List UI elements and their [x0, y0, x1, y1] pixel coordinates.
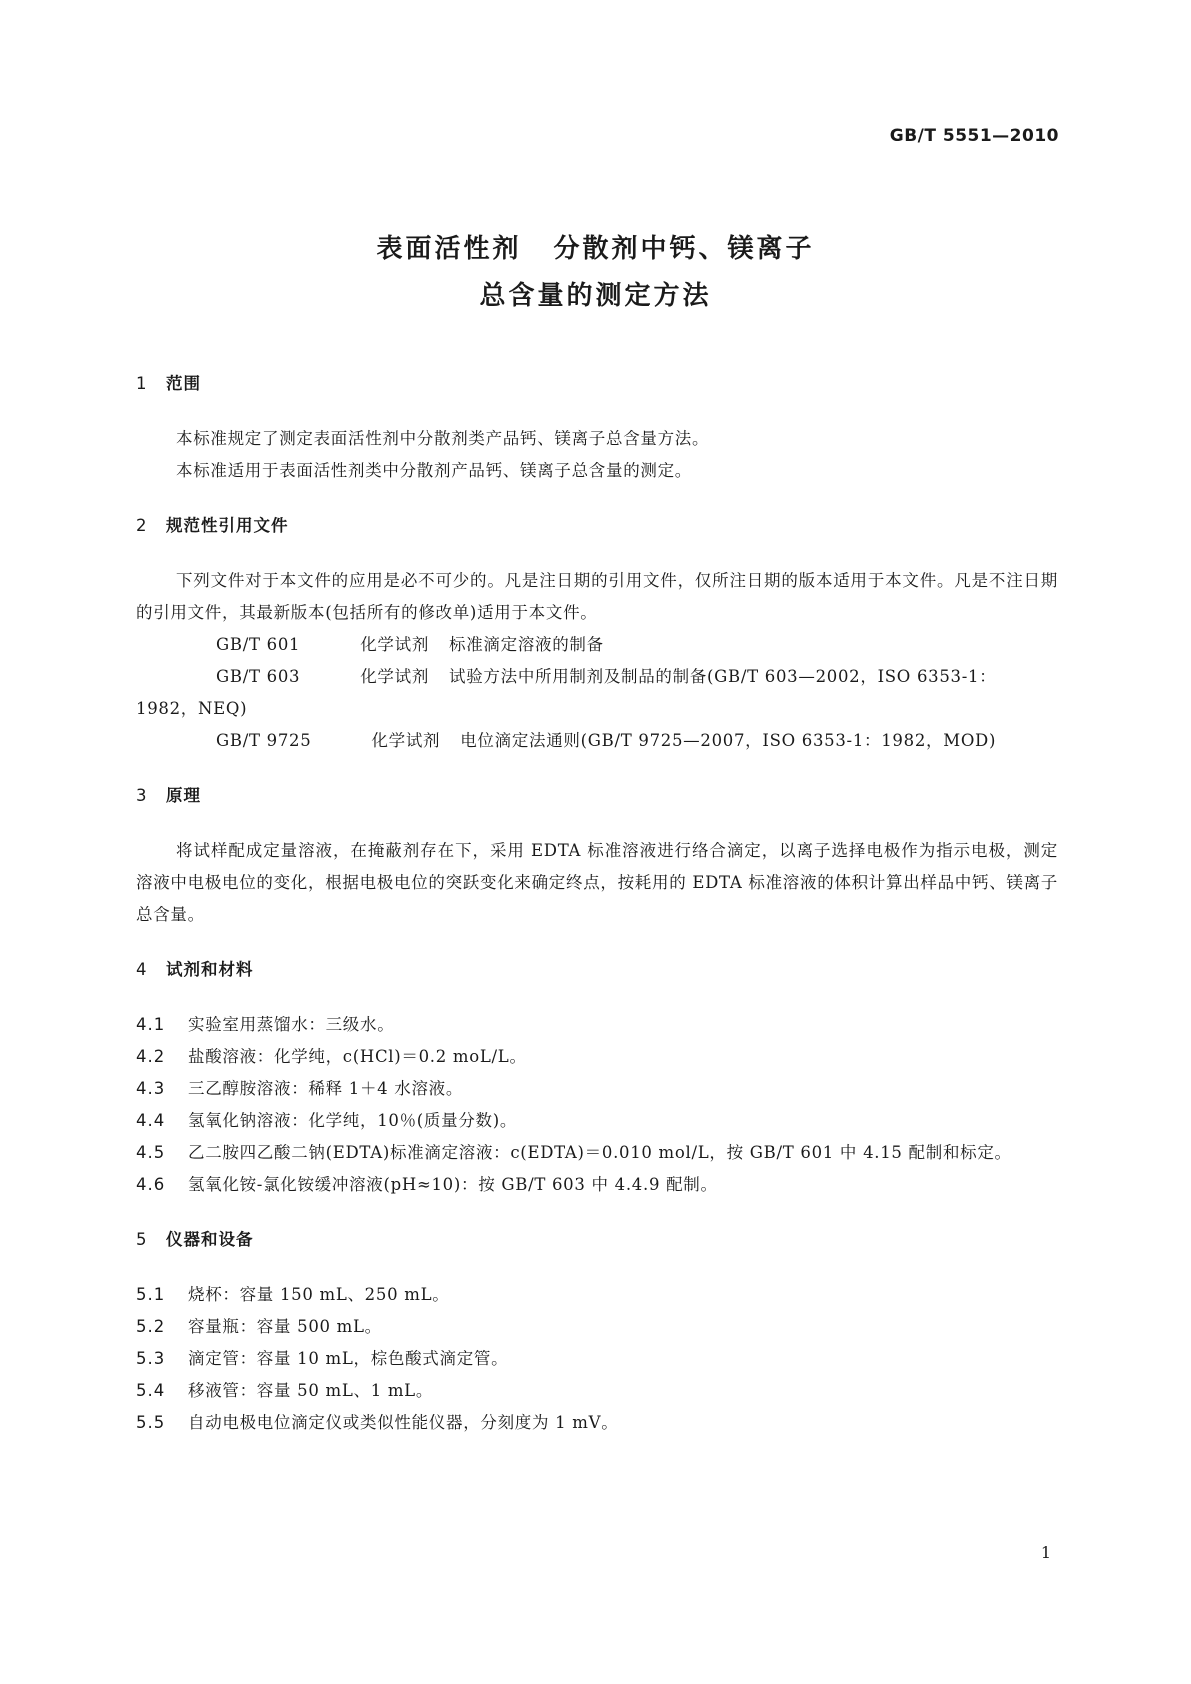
reference-code: GB/T 601: [216, 635, 301, 654]
section-title: 仪器和设备: [166, 1230, 254, 1249]
list-item: [136, 1407, 1058, 1439]
item-number: 4.4: [136, 1111, 166, 1130]
item-text: 氢氧化钠溶液：化学纯，10％(质量分数)。: [188, 1111, 518, 1130]
item-number: 5.1: [136, 1285, 166, 1304]
item-text: 自动电极电位滴定仪或类似性能仪器，分刻度为 1 mV。: [188, 1413, 619, 1432]
list-item: [136, 1041, 1058, 1073]
section-title: 试剂和材料: [166, 960, 254, 979]
title-line-2: 总含量的测定方法: [479, 281, 712, 311]
reference-code: GB/T 9725: [216, 731, 312, 750]
section-2-heading: [136, 512, 1058, 536]
item-text: 移液管：容量 50 mL、1 mL。: [188, 1381, 434, 1400]
reference-item: [136, 629, 1058, 661]
list-item: [136, 1169, 1058, 1201]
list-item: [136, 1311, 1058, 1343]
paragraph: 将试样配成定量溶液，在掩蔽剂存在下，采用 EDTA 标准溶液进行络合滴定，以离子选择电极作为指示电极，测定溶液中电极电位的变化，根据电极电位的突跃变化来确定终点，按耗用的 EDTA 标准溶液的体积计算出样品中钙、镁离子总含量。: [136, 841, 1058, 924]
item-number: 4.5: [136, 1143, 166, 1162]
section-3-heading: [136, 782, 1058, 806]
reference-item: [136, 725, 1058, 757]
reference-item: [136, 661, 1058, 725]
list-item: [136, 1279, 1058, 1311]
page-number: 1: [1040, 1543, 1051, 1562]
item-text: 滴定管：容量 10 mL，棕色酸式滴定管。: [188, 1349, 509, 1368]
standard-code: GB/T 5551—2010: [889, 126, 1059, 146]
title-line-1: [0, 228, 1191, 275]
section-title: 规范性引用文件: [166, 516, 289, 535]
section-title: 范围: [166, 374, 201, 393]
reference-code: GB/T 603: [216, 667, 301, 686]
list-item: [136, 1343, 1058, 1375]
item-number: 5.2: [136, 1317, 166, 1336]
section-number: 1: [136, 374, 148, 393]
item-number: 4.2: [136, 1047, 166, 1066]
section-title: 原理: [166, 786, 201, 805]
document-body: [136, 370, 1058, 1439]
item-text: 盐酸溶液：化学纯，c(HCl)＝0.2 moL/L。: [188, 1047, 527, 1066]
paragraph: 本标准适用于表面活性剂类中分散剂产品钙、镁离子总含量的测定。: [176, 461, 692, 480]
document-title: [0, 228, 1191, 312]
item-text: 氢氧化铵-氯化铵缓冲溶液(pH≈10)：按 GB/T 603 中 4.4.9 配制。: [188, 1175, 718, 1194]
section-5-heading: [136, 1226, 1058, 1250]
item-text: 三乙醇胺溶液：稀释 1＋4 水溶液。: [188, 1079, 464, 1098]
item-number: 4.6: [136, 1175, 166, 1194]
item-text: 乙二胺四乙酸二钠(EDTA)标准滴定溶液：c(EDTA)＝0.010 mol/L，按 GB/T 601 中 4.15 配制和标定。: [188, 1143, 1012, 1162]
reference-title: 电位滴定法通则(GB/T 9725—2007，ISO 6353-1：1982，MOD): [460, 731, 997, 750]
list-item: [136, 1137, 1058, 1169]
section-number: 5: [136, 1230, 148, 1249]
item-number: 5.5: [136, 1413, 166, 1432]
section-number: 3: [136, 786, 148, 805]
item-number: 5.3: [136, 1349, 166, 1368]
list-item: [136, 1009, 1058, 1041]
reference-title: 试验方法中所用制剂及制品的制备(GB/T 603—2002，ISO 6353-1：1982，NEQ): [136, 667, 997, 718]
list-item: [136, 1073, 1058, 1105]
reference-category: 化学试剂: [360, 635, 430, 654]
reference-category: 化学试剂: [360, 667, 430, 686]
reference-category: 化学试剂: [371, 731, 441, 750]
item-number: 4.3: [136, 1079, 166, 1098]
section-number: 2: [136, 516, 148, 535]
item-number: 4.1: [136, 1015, 166, 1034]
item-number: 5.4: [136, 1381, 166, 1400]
title-line-1-part-1: 表面活性剂: [376, 234, 522, 264]
section-4-heading: [136, 956, 1058, 980]
item-text: 烧杯：容量 150 mL、250 mL。: [188, 1285, 450, 1304]
section-number: 4: [136, 960, 148, 979]
list-item: [136, 1375, 1058, 1407]
item-text: 实验室用蒸馏水：三级水。: [188, 1015, 395, 1034]
list-item: [136, 1105, 1058, 1137]
reference-title: 标准滴定溶液的制备: [449, 635, 604, 654]
title-line-1-part-2: 分散剂中钙、镁离子: [553, 234, 815, 264]
section-1-heading: [136, 370, 1058, 394]
paragraph: 下列文件对于本文件的应用是必不可少的。凡是注日期的引用文件，仅所注日期的版本适用于本文件。凡是不注日期的引用文件，其最新版本(包括所有的修改单)适用于本文件。: [136, 571, 1058, 622]
paragraph: 本标准规定了测定表面活性剂中分散剂类产品钙、镁离子总含量方法。: [176, 429, 710, 448]
item-text: 容量瓶：容量 500 mL。: [188, 1317, 382, 1336]
